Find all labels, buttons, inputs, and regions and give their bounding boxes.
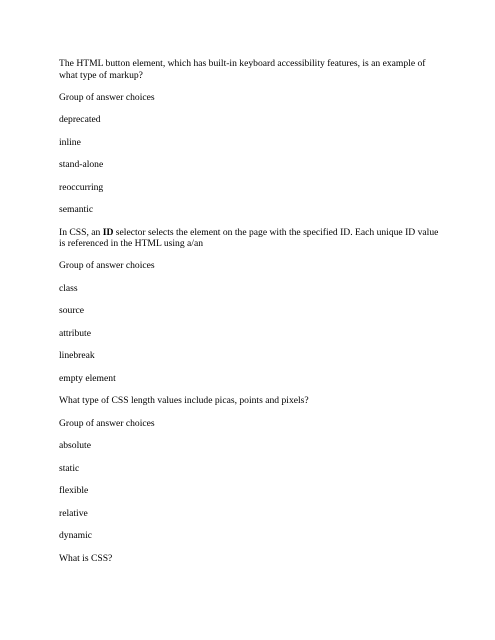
question-2-option-1: class [59,282,78,294]
question-3-option-1: absolute [59,440,91,452]
question-2-option-3: attribute [59,327,91,339]
question-2-option-2: source [59,305,85,317]
question-3-option-3: flexible [59,485,89,497]
question-3-option-2: static [59,462,80,474]
question-1-group-label: Group of answer choices [59,91,155,103]
question-3-text: What type of CSS length values include picas, points and pixels? [59,395,309,407]
question-3-group-label: Group of answer choices [59,417,155,429]
question-block-2 [59,227,441,385]
question-2-text-bold: ID [102,226,114,238]
question-1-option-2: inline [59,136,81,148]
question-2-option-5: empty element [59,372,116,384]
question-1-text: The HTML button element, which has built-in keyboard accessibility features, is an example of what type of markup? [59,58,426,81]
question-2-option-4: linebreak [59,350,95,362]
question-1-option-1: deprecated [59,114,101,126]
document-content [59,58,441,575]
question-2-text [59,227,441,250]
question-4-text: What is CSS? [59,552,113,564]
question-block-1 [59,58,441,216]
question-3-option-5: dynamic [59,530,93,542]
question-1-option-5: semantic [59,204,94,216]
question-3-option-4: relative [59,507,88,519]
question-2-text-before: In CSS, an [59,226,103,238]
question-1-option-4: reoccurring [59,181,104,193]
question-block-4 [59,553,441,565]
question-2-text-after: selector selects the element on the page with the specified ID. Each unique ID value is referenced in the HTML using a/an [59,226,439,250]
question-2-group-label: Group of answer choices [59,260,155,272]
question-block-3 [59,395,441,541]
question-1-option-3: stand-alone [59,159,104,171]
